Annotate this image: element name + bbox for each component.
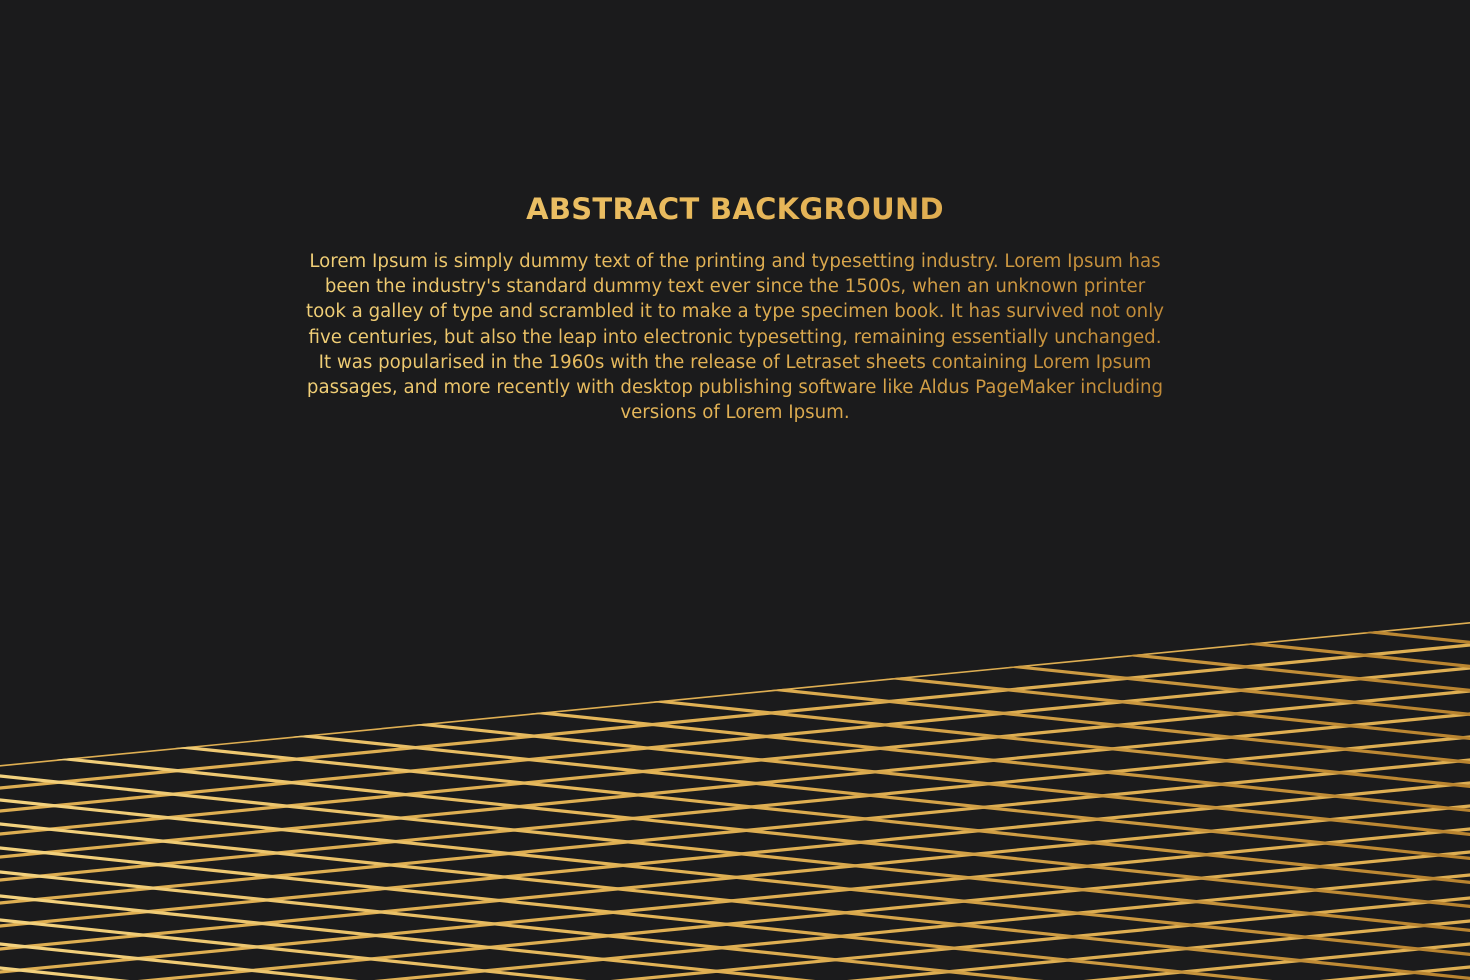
page-title: ABSTRACT BACKGROUND [0,189,1470,229]
lattice-line [0,272,1470,426]
lattice-line [0,776,1470,930]
lattice-line [0,0,1470,18]
lattice-line [0,248,1470,402]
lattice-line [0,536,1470,690]
lattice-line [0,0,1470,66]
lattice-line [0,0,1470,90]
lattice-line [0,320,1470,474]
lattice-line [0,80,1470,234]
lattice-line [0,0,1470,42]
lattice-line [0,464,1470,618]
lattice-line [0,392,1470,546]
lattice-line [0,0,1470,138]
lattice-line [0,176,1470,330]
lattice-line [0,800,1470,954]
lattice-line [0,656,1470,810]
lattice-line [0,32,1470,186]
body-paragraph: Lorem Ipsum is simply dummy text of the printing and typesetting industry. Lorem Ipsum has been the industry's standard dummy text ever since the 1500s, when an unknown printer took a galley of type and scrambled it to make a type specimen book. It has survived not only five centuries, but also the leap into electronic typesetting, remaining essentially unchanged. It was popularised in the 1960s with the release of Letraset sheets containing Lorem Ipsum passages, and more recently with desktop publishing software like Aldus PageMaker including versions of Lorem Ipsum. [305,249,1165,425]
lattice-line [0,512,1470,666]
lattice-line [0,8,1470,162]
lattice-line [0,440,1470,594]
lattice-line [0,128,1470,282]
lattice-line [0,200,1470,354]
lattice-line [0,824,1470,978]
lattice-line [0,560,1470,714]
lattice-line [0,752,1470,906]
lattice-line [0,848,1470,980]
lattice-line [0,104,1470,258]
lattice-line [0,224,1470,378]
lattice-line [0,56,1470,210]
lattice-line [0,599,1470,742]
lattice-line [0,344,1470,498]
lattice-line [0,488,1470,642]
lattice-line [0,416,1470,570]
lattice-line [0,296,1470,450]
lattice-line [0,0,1470,114]
lattice-line [0,368,1470,522]
lattice-line [0,576,1470,719]
lattice-line [0,152,1470,306]
